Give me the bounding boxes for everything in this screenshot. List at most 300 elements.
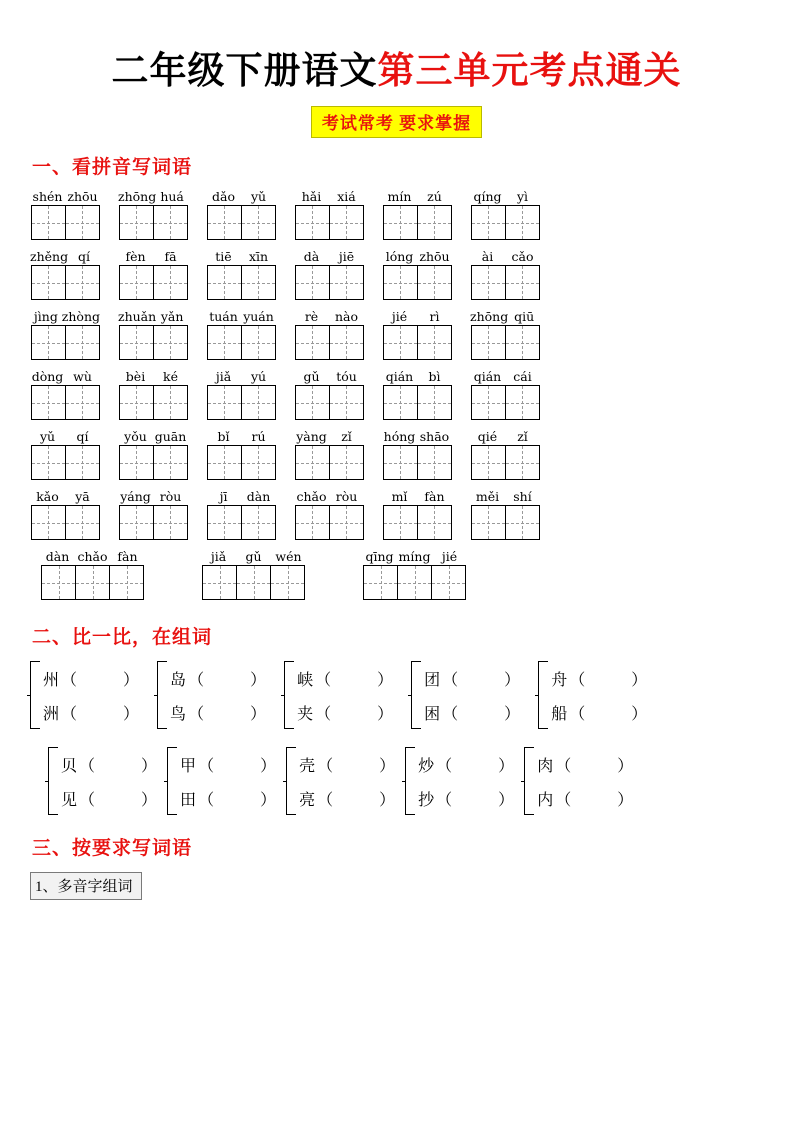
answer-parentheses[interactable]: （ ） (79, 757, 158, 775)
tianzige-cell[interactable] (418, 326, 452, 360)
tianzige-cell[interactable] (242, 506, 276, 540)
tianzige-cell[interactable] (506, 206, 540, 240)
tianzige-cell[interactable] (242, 206, 276, 240)
compare-line (299, 747, 395, 781)
pinyin-syllable: bèi (125, 369, 146, 384)
pinyin-syllable: shén (32, 189, 63, 204)
answer-parentheses[interactable]: （ ） (79, 791, 158, 809)
pinyin-word-group (294, 489, 364, 540)
pinyin-syllable: zǐ (517, 429, 528, 444)
compare-pair (524, 747, 633, 815)
pinyin-label (206, 249, 276, 265)
brace-bracket (167, 747, 177, 815)
subitem-label-polyphone: 1、多音字组词 (30, 872, 142, 900)
compare-line (170, 695, 266, 729)
tianzige-cell[interactable] (384, 506, 418, 540)
compare-character: 夹 (297, 705, 314, 723)
pinyin-label (382, 429, 452, 445)
compare-line (299, 781, 395, 815)
tianzige-cell[interactable] (472, 386, 506, 420)
compare-pair-lines (424, 661, 520, 729)
tianzige-cell[interactable] (506, 506, 540, 540)
compare-line (61, 747, 157, 781)
pinyin-word-group (470, 309, 540, 360)
brace-bracket (48, 747, 58, 815)
tianzige-cell[interactable] (154, 206, 188, 240)
pinyin-syllable: fàn (117, 549, 138, 564)
tianzige-cell[interactable] (242, 446, 276, 480)
answer-parentheses[interactable]: （ ） (61, 705, 140, 723)
pinyin-syllable: fèn (125, 249, 146, 264)
pinyin-syllable: jié (391, 309, 408, 324)
tianzige-cell[interactable] (296, 506, 330, 540)
tianzige-cell[interactable] (66, 506, 100, 540)
tianzige-cell[interactable] (120, 506, 154, 540)
subtitle-badge: 考试常考 要求掌握 (311, 106, 482, 138)
pinyin-syllable: měi (475, 489, 500, 504)
compare-character: 峡 (297, 671, 314, 689)
pinyin-label (382, 369, 452, 385)
answer-parentheses[interactable]: （ ） (436, 791, 515, 809)
pinyin-syllable: jiǎ (215, 369, 232, 384)
tianzige-grid[interactable] (295, 265, 364, 300)
pinyin-syllable: zhěng (30, 249, 69, 264)
pinyin-word-group (118, 189, 188, 240)
tianzige-cell[interactable] (208, 386, 242, 420)
pinyin-syllable: qiū (514, 309, 535, 324)
pinyin-label (118, 189, 188, 205)
tianzige-grid[interactable] (119, 445, 188, 480)
pinyin-syllable: mín (387, 189, 412, 204)
answer-parentheses[interactable]: （ ） (555, 791, 634, 809)
pinyin-syllable: qián (385, 369, 414, 384)
tianzige-cell[interactable] (154, 446, 188, 480)
tianzige-cell[interactable] (208, 206, 242, 240)
tianzige-cell[interactable] (330, 386, 364, 420)
tianzige-cell[interactable] (364, 566, 398, 600)
brace-bracket (524, 747, 534, 815)
pinyin-syllable: chǎo (296, 489, 327, 504)
tianzige-grid[interactable] (471, 505, 540, 540)
pinyin-label (118, 369, 188, 385)
tianzige-cell[interactable] (330, 266, 364, 300)
pinyin-syllable: wù (73, 369, 92, 384)
tianzige-grid[interactable] (383, 265, 452, 300)
tianzige-grid[interactable] (119, 505, 188, 540)
compare-line (418, 781, 514, 815)
pinyin-word-group (118, 249, 188, 300)
pinyin-syllable: shāo (419, 429, 450, 444)
tianzige-cell[interactable] (472, 326, 506, 360)
tianzige-grid[interactable] (207, 205, 276, 240)
compare-line (551, 695, 647, 729)
pinyin-label (201, 549, 306, 565)
pinyin-writing-exercise (30, 189, 763, 600)
pinyin-syllable: huá (160, 189, 184, 204)
pinyin-label (362, 549, 467, 565)
pinyin-word-group (206, 309, 276, 360)
pinyin-word-group (382, 309, 452, 360)
pinyin-label (30, 369, 100, 385)
answer-parentheses[interactable]: （ ） (555, 757, 634, 775)
pinyin-label (206, 489, 276, 505)
compare-character: 团 (424, 671, 441, 689)
tianzige-grid[interactable] (41, 565, 144, 600)
tianzige-grid[interactable] (31, 205, 100, 240)
tianzige-cell[interactable] (330, 506, 364, 540)
tianzige-cell[interactable] (398, 566, 432, 600)
pinyin-row (30, 189, 763, 240)
pinyin-label (470, 429, 540, 445)
tianzige-grid[interactable] (471, 385, 540, 420)
pinyin-syllable: yǒu (124, 429, 147, 444)
answer-parentheses[interactable]: （ ） (317, 757, 396, 775)
tianzige-cell[interactable] (242, 266, 276, 300)
pinyin-label (206, 309, 276, 325)
compare-pair-lines (297, 661, 393, 729)
pinyin-syllable: dà (303, 249, 320, 264)
pinyin-syllable: hóng (383, 429, 416, 444)
tianzige-cell[interactable] (418, 386, 452, 420)
compare-character: 甲 (180, 757, 197, 775)
pinyin-label (382, 309, 452, 325)
answer-parentheses[interactable]: （ ） (198, 791, 277, 809)
tianzige-cell[interactable] (296, 266, 330, 300)
pinyin-syllable: mǐ (391, 489, 408, 504)
pinyin-syllable: zhuǎn (118, 309, 157, 324)
tianzige-cell[interactable] (120, 326, 154, 360)
tianzige-cell[interactable] (120, 266, 154, 300)
pinyin-syllable: dàn (45, 549, 70, 564)
pinyin-syllable: zhòng (61, 309, 100, 324)
tianzige-cell[interactable] (32, 446, 66, 480)
tianzige-grid[interactable] (207, 325, 276, 360)
compare-line (180, 747, 276, 781)
compare-words-exercise (30, 661, 763, 815)
pinyin-syllable: xīn (248, 249, 269, 264)
compare-pair (48, 747, 157, 815)
pinyin-word-group (470, 189, 540, 240)
pinyin-row (30, 429, 763, 480)
pinyin-syllable: zǐ (341, 429, 352, 444)
tianzige-cell[interactable] (208, 266, 242, 300)
tianzige-grid[interactable] (295, 445, 364, 480)
pinyin-word-group (40, 549, 145, 600)
pinyin-word-group (470, 429, 540, 480)
pinyin-word-group (118, 309, 188, 360)
pinyin-label (118, 489, 188, 505)
tianzige-grid[interactable] (207, 445, 276, 480)
pinyin-syllable: yáng (120, 489, 151, 504)
section-heading-1: 一、看拼音写词语 (32, 157, 193, 178)
tianzige-grid[interactable] (383, 445, 452, 480)
tianzige-grid[interactable] (295, 385, 364, 420)
pinyin-syllable: yì (516, 189, 529, 204)
compare-line (297, 661, 393, 695)
compare-character: 岛 (170, 671, 187, 689)
tianzige-grid[interactable] (202, 565, 305, 600)
answer-parentheses[interactable]: （ ） (188, 705, 267, 723)
tianzige-cell[interactable] (208, 326, 242, 360)
compare-pair-lines (537, 747, 633, 815)
tianzige-cell[interactable] (384, 386, 418, 420)
tianzige-cell[interactable] (296, 206, 330, 240)
compare-pair (30, 661, 139, 729)
tianzige-cell[interactable] (296, 326, 330, 360)
tianzige-cell[interactable] (296, 446, 330, 480)
answer-parentheses[interactable]: （ ） (198, 757, 277, 775)
pinyin-syllable: yàng (296, 429, 327, 444)
tianzige-grid[interactable] (295, 325, 364, 360)
compare-character: 抄 (418, 791, 435, 809)
tianzige-grid[interactable] (207, 505, 276, 540)
tianzige-grid[interactable] (207, 385, 276, 420)
tianzige-cell[interactable] (66, 206, 100, 240)
pinyin-row (30, 489, 763, 540)
tianzige-cell[interactable] (237, 566, 271, 600)
compare-pair (538, 661, 647, 729)
pinyin-syllable: qí (78, 249, 91, 264)
tianzige-cell[interactable] (32, 326, 66, 360)
tianzige-grid[interactable] (119, 205, 188, 240)
tianzige-cell[interactable] (384, 446, 418, 480)
compare-line (297, 695, 393, 729)
pinyin-label (294, 189, 364, 205)
tianzige-cell[interactable] (154, 386, 188, 420)
tianzige-cell[interactable] (384, 326, 418, 360)
tianzige-grid[interactable] (383, 325, 452, 360)
pinyin-syllable: qián (473, 369, 502, 384)
pinyin-syllable: guān (154, 429, 187, 444)
compare-pair (411, 661, 520, 729)
answer-parentheses[interactable]: （ ） (569, 671, 648, 689)
answer-parentheses[interactable]: （ ） (315, 671, 394, 689)
tianzige-cell[interactable] (506, 266, 540, 300)
pinyin-syllable: nào (334, 309, 359, 324)
tianzige-cell[interactable] (472, 266, 506, 300)
tianzige-cell[interactable] (472, 446, 506, 480)
pinyin-syllable: zhōu (67, 189, 98, 204)
pinyin-label (40, 549, 145, 565)
pinyin-word-group (201, 549, 306, 600)
tianzige-cell[interactable] (66, 446, 100, 480)
tianzige-grid[interactable] (207, 265, 276, 300)
compare-pair-lines (43, 661, 139, 729)
brace-bracket (284, 661, 294, 729)
compare-line (424, 661, 520, 695)
tianzige-cell[interactable] (203, 566, 237, 600)
pinyin-word-group (470, 489, 540, 540)
tianzige-cell[interactable] (42, 566, 76, 600)
tianzige-cell[interactable] (66, 386, 100, 420)
tianzige-cell[interactable] (120, 386, 154, 420)
tianzige-grid[interactable] (31, 265, 100, 300)
tianzige-grid[interactable] (383, 205, 452, 240)
pinyin-word-group (30, 309, 100, 360)
compare-character: 见 (61, 791, 78, 809)
pinyin-label (294, 309, 364, 325)
page-title (30, 40, 763, 94)
compare-line (424, 695, 520, 729)
tianzige-cell[interactable] (418, 206, 452, 240)
pinyin-word-group (294, 369, 364, 420)
tianzige-cell[interactable] (208, 506, 242, 540)
tianzige-cell[interactable] (296, 386, 330, 420)
tianzige-grid[interactable] (295, 505, 364, 540)
tianzige-cell[interactable] (66, 326, 100, 360)
tianzige-cell[interactable] (418, 266, 452, 300)
tianzige-cell[interactable] (242, 386, 276, 420)
answer-parentheses[interactable]: （ ） (61, 671, 140, 689)
compare-line (61, 781, 157, 815)
compare-pair-lines (551, 661, 647, 729)
answer-parentheses[interactable]: （ ） (442, 705, 521, 723)
tianzige-cell[interactable] (154, 326, 188, 360)
pinyin-label (30, 429, 100, 445)
pinyin-syllable: tuán (209, 309, 238, 324)
compare-line (43, 695, 139, 729)
tianzige-grid[interactable] (119, 265, 188, 300)
tianzige-cell[interactable] (120, 446, 154, 480)
pinyin-syllable: qié (477, 429, 498, 444)
tianzige-grid[interactable] (31, 385, 100, 420)
pinyin-word-group (30, 429, 100, 480)
compare-pair-lines (299, 747, 395, 815)
tianzige-cell[interactable] (32, 206, 66, 240)
answer-parentheses[interactable]: （ ） (315, 705, 394, 723)
tianzige-cell[interactable] (120, 206, 154, 240)
tianzige-cell[interactable] (110, 566, 144, 600)
tianzige-cell[interactable] (66, 266, 100, 300)
tianzige-cell[interactable] (330, 326, 364, 360)
tianzige-grid[interactable] (31, 325, 100, 360)
brace-bracket (30, 661, 40, 729)
compare-pair-lines (418, 747, 514, 815)
tianzige-grid[interactable] (31, 445, 100, 480)
answer-parentheses[interactable]: （ ） (317, 791, 396, 809)
tianzige-cell[interactable] (506, 446, 540, 480)
pinyin-word-group (30, 249, 100, 300)
answer-parentheses[interactable]: （ ） (442, 671, 521, 689)
pinyin-syllable: ròu (159, 489, 182, 504)
pinyin-word-group (206, 249, 276, 300)
tianzige-cell[interactable] (418, 506, 452, 540)
pinyin-row (30, 249, 763, 300)
pinyin-word-group (30, 369, 100, 420)
pinyin-label (30, 309, 100, 325)
answer-parentheses[interactable]: （ ） (436, 757, 515, 775)
pinyin-syllable: bì (428, 369, 441, 384)
tianzige-grid[interactable] (383, 385, 452, 420)
tianzige-cell[interactable] (384, 266, 418, 300)
pinyin-syllable: ròu (335, 489, 358, 504)
tianzige-grid[interactable] (383, 505, 452, 540)
pinyin-label (118, 249, 188, 265)
pinyin-syllable: qí (76, 429, 89, 444)
pinyin-syllable: ài (481, 249, 494, 264)
tianzige-cell[interactable] (32, 266, 66, 300)
pinyin-word-group (118, 489, 188, 540)
pinyin-label (294, 369, 364, 385)
tianzige-grid[interactable] (471, 265, 540, 300)
pinyin-label (382, 489, 452, 505)
tianzige-grid[interactable] (471, 325, 540, 360)
pinyin-syllable: gǔ (245, 549, 262, 564)
brace-bracket (405, 747, 415, 815)
compare-pair (167, 747, 276, 815)
pinyin-label (206, 189, 276, 205)
tianzige-grid[interactable] (363, 565, 466, 600)
answer-parentheses[interactable]: （ ） (188, 671, 267, 689)
pinyin-label (294, 489, 364, 505)
compare-pair (405, 747, 514, 815)
tianzige-cell[interactable] (330, 446, 364, 480)
tianzige-cell[interactable] (32, 386, 66, 420)
compare-pair (286, 747, 395, 815)
pinyin-syllable: rì (429, 309, 440, 324)
section-heading-2: 二、比一比，在组词 (32, 627, 213, 648)
pinyin-syllable: jiē (338, 249, 355, 264)
tianzige-cell[interactable] (154, 506, 188, 540)
brace-bracket (157, 661, 167, 729)
pinyin-syllable: zhōng (470, 309, 509, 324)
compare-character: 炒 (418, 757, 435, 775)
tianzige-grid[interactable] (119, 385, 188, 420)
pinyin-syllable: rú (251, 429, 266, 444)
tianzige-cell[interactable] (384, 206, 418, 240)
subtitle-wrapper (30, 106, 763, 138)
pinyin-label (470, 249, 540, 265)
tianzige-cell[interactable] (208, 446, 242, 480)
pinyin-syllable: qíng (473, 189, 502, 204)
tianzige-cell[interactable] (242, 326, 276, 360)
pinyin-label (470, 309, 540, 325)
tianzige-cell[interactable] (472, 206, 506, 240)
pinyin-word-group (362, 549, 467, 600)
tianzige-cell[interactable] (506, 326, 540, 360)
tianzige-cell[interactable] (330, 206, 364, 240)
tianzige-cell[interactable] (472, 506, 506, 540)
tianzige-cell[interactable] (432, 566, 466, 600)
tianzige-grid[interactable] (119, 325, 188, 360)
tianzige-cell[interactable] (154, 266, 188, 300)
tianzige-grid[interactable] (31, 505, 100, 540)
compare-line (418, 747, 514, 781)
pinyin-word-group (206, 429, 276, 480)
tianzige-grid[interactable] (295, 205, 364, 240)
pinyin-word-group (382, 429, 452, 480)
pinyin-word-group (382, 189, 452, 240)
pinyin-syllable: tóu (336, 369, 357, 384)
compare-row (30, 747, 763, 815)
tianzige-cell[interactable] (76, 566, 110, 600)
pinyin-syllable: gǔ (303, 369, 320, 384)
tianzige-cell[interactable] (506, 386, 540, 420)
tianzige-grid[interactable] (471, 445, 540, 480)
tianzige-cell[interactable] (32, 506, 66, 540)
compare-pair-lines (61, 747, 157, 815)
tianzige-cell[interactable] (271, 566, 305, 600)
pinyin-syllable: yǎn (160, 309, 184, 324)
pinyin-label (206, 369, 276, 385)
brace-bracket (538, 661, 548, 729)
compare-line (170, 661, 266, 695)
tianzige-cell[interactable] (418, 446, 452, 480)
compare-character: 壳 (299, 757, 316, 775)
answer-parentheses[interactable]: （ ） (569, 705, 648, 723)
tianzige-grid[interactable] (471, 205, 540, 240)
pinyin-syllable: yǔ (250, 189, 267, 204)
